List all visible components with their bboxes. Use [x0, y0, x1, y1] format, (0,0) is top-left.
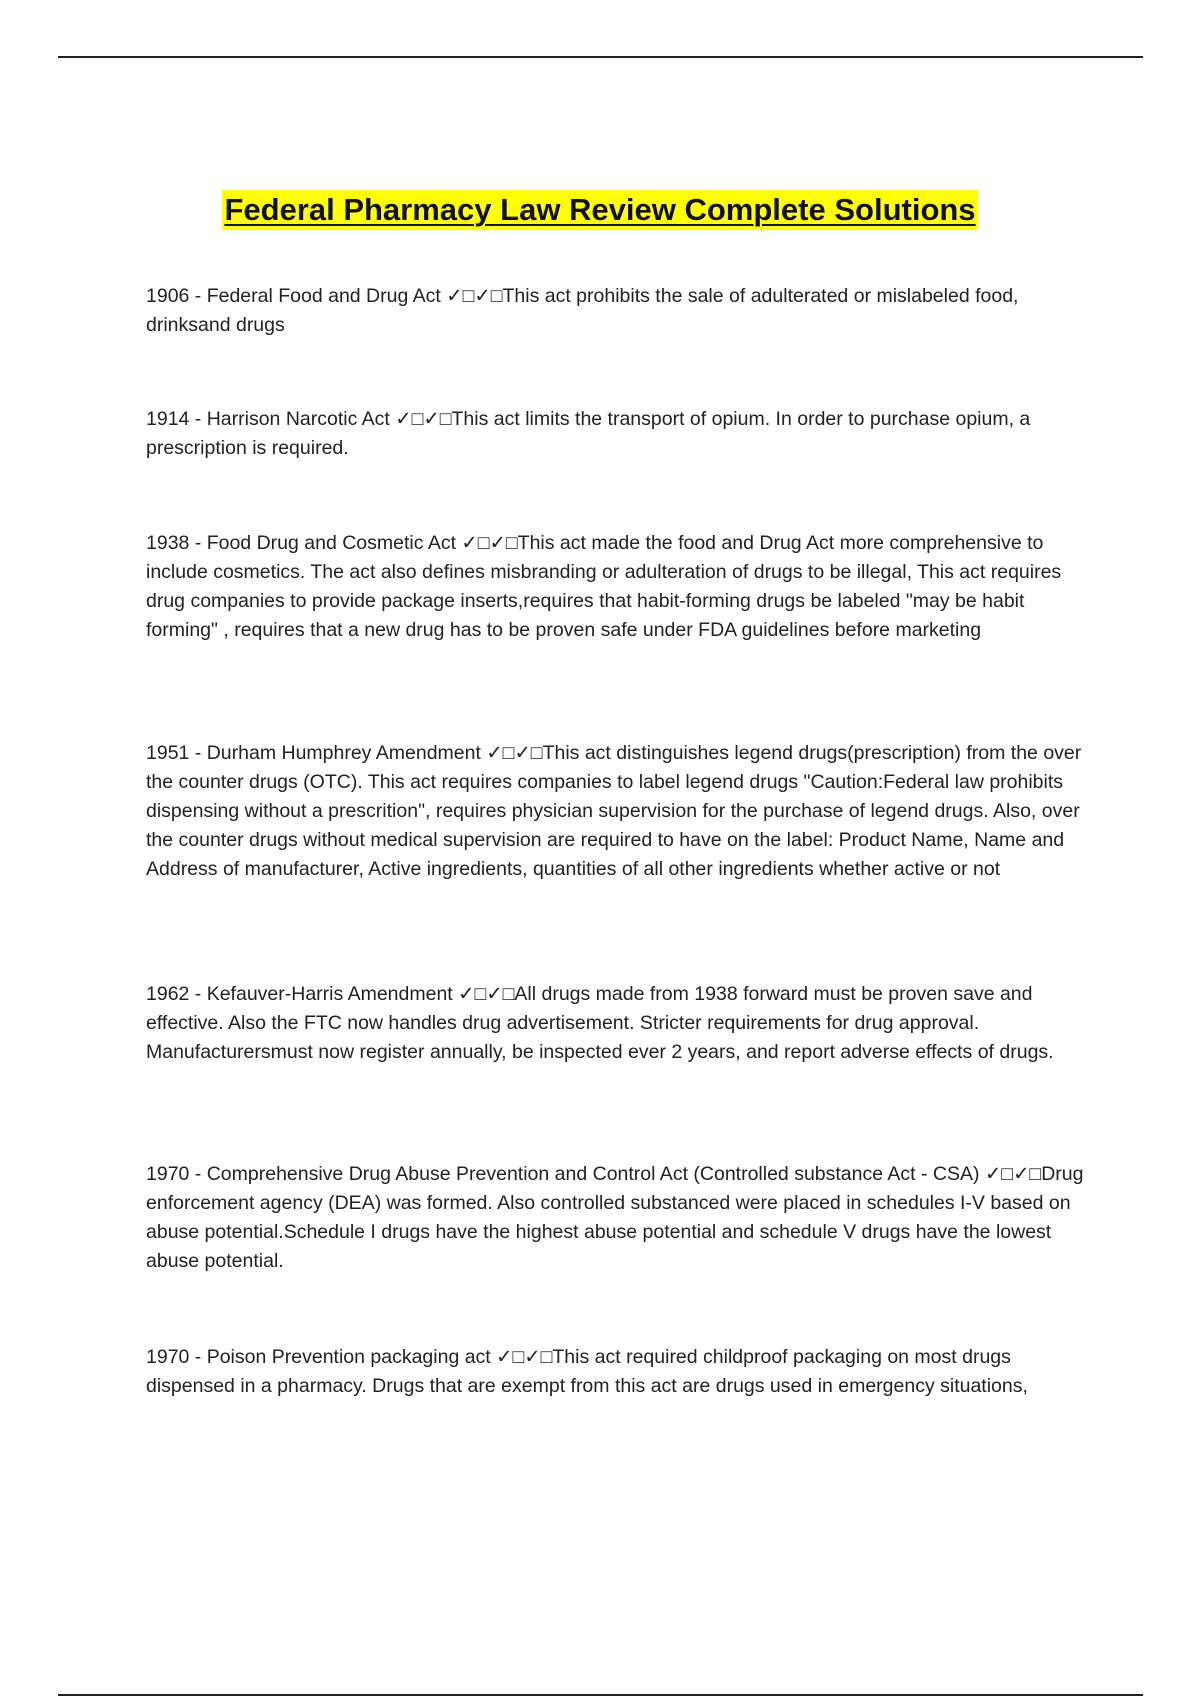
- bottom-rule: [58, 1694, 1143, 1696]
- entry-1906: [146, 282, 1091, 340]
- entry-heading: 1951 - Durham Humphrey Amendment: [146, 742, 481, 764]
- entry-1951: [146, 739, 1091, 884]
- entry-heading: 1914 - Harrison Narcotic Act: [146, 408, 390, 430]
- page-title: Federal Pharmacy Law Review Complete Solutions: [222, 190, 977, 230]
- separator-marker: ✓□✓□: [395, 408, 452, 430]
- entry-text: This act required childproof packaging on most drugs dispensed in a pharmacy. Drugs that are exempt from this act are drugs used in emergency situations,: [146, 1346, 1028, 1397]
- entry-1970-poison: [146, 1343, 1091, 1401]
- entry-text: This act prohibits the sale of adulterated or mislabeled food, drinksand drugs: [146, 285, 1019, 336]
- entry-heading: 1906 - Federal Food and Drug Act: [146, 285, 441, 307]
- separator-marker: ✓□✓□: [458, 983, 515, 1005]
- entry-heading: 1970 - Comprehensive Drug Abuse Prevention and Control Act (Controlled substance Act - CSA): [146, 1163, 980, 1185]
- entry-1970-csa: [146, 1160, 1091, 1276]
- entry-text: Drug enforcement agency (DEA) was formed. Also controlled substanced were placed in schedules I-V based on abuse potential.Schedule I drugs have the highest abuse potential and schedule V drugs have the lowest abuse potential.: [146, 1163, 1084, 1272]
- separator-marker: ✓□✓□: [461, 532, 518, 554]
- entry-text: This act distinguishes legend drugs(prescription) from the over the counter drugs (OTC). This act requires companies to label legend drugs "Caution:Federal law prohibits dispensing without a prescrition", requires physician supervision for the purchase of legend drugs. Also, over the counter drugs without medical supervision are required to have on the label: Product Name, Name and Address of manufacturer, Active ingredients, quantities of all other ingredients whether active or not: [146, 742, 1082, 880]
- separator-marker: ✓□✓□: [984, 1163, 1042, 1185]
- top-rule: [58, 56, 1143, 58]
- entry-text: This act limits the transport of opium. In order to purchase opium, a prescription is required.: [146, 408, 1031, 459]
- entry-heading: 1938 - Food Drug and Cosmetic Act: [146, 532, 456, 554]
- entry-1938: [146, 529, 1091, 645]
- separator-marker: ✓□✓□: [486, 742, 543, 764]
- entry-1914: [146, 405, 1091, 463]
- separator-marker: ✓□✓□: [496, 1346, 553, 1368]
- entry-text: This act made the food and Drug Act more comprehensive to include cosmetics. The act also defines misbranding or adulteration of drugs to be illegal, This act requires drug companies to provide package inserts,requires that habit-forming drugs be labeled "may be habit forming" , requires that a new drug has to be proven safe under FDA guidelines before marketing: [146, 532, 1062, 641]
- title-container: [0, 190, 1200, 230]
- entry-text: All drugs made from 1938 forward must be proven save and effective. Also the FTC now handles drug advertisement. Stricter requirements for drug approval. Manufacturersmust now register annually, be inspected ever 2 years, and report adverse effects of drugs.: [146, 983, 1054, 1063]
- separator-marker: ✓□✓□: [446, 285, 503, 307]
- entry-heading: 1962 - Kefauver-Harris Amendment: [146, 983, 453, 1005]
- entry-1962: [146, 980, 1091, 1067]
- entry-heading: 1970 - Poison Prevention packaging act: [146, 1346, 491, 1368]
